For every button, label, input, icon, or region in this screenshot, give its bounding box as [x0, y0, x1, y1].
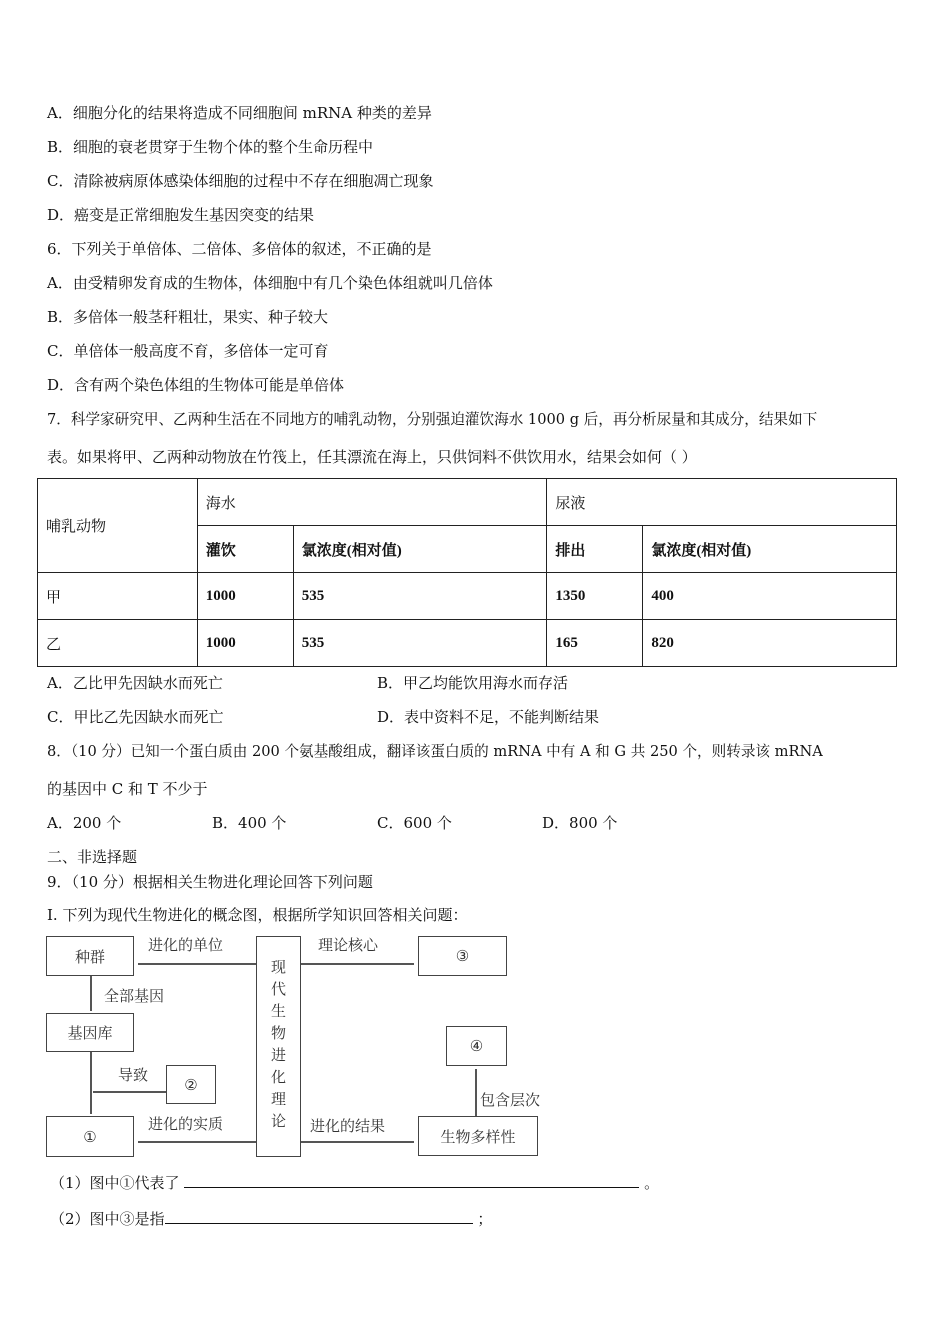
box-center-theory: 现代生物进化理论 [256, 936, 301, 1157]
cell: 1000 [197, 573, 293, 620]
box-biodiversity: 生物多样性 [418, 1116, 538, 1156]
arrow-levels [475, 1069, 477, 1116]
sub2-end: ； [477, 1210, 493, 1228]
label-unit: 进化的单位 [148, 936, 224, 954]
q5-option-a: A．细胞分化的结果将造成不同细胞间 mRNA 种类的差异 [47, 104, 432, 122]
q7-option-d: D．表中资料不足，不能判断结果 [377, 708, 600, 726]
box-2: ② [166, 1065, 216, 1104]
label-cause: 导致 [118, 1066, 149, 1084]
q7-data-table [37, 478, 897, 667]
arrow-cause [93, 1091, 166, 1093]
box-population: 种群 [46, 936, 134, 976]
sub1-end: 。 [644, 1174, 660, 1192]
q7-option-a: A．乙比甲先因缺水而死亡 [47, 674, 223, 692]
q8-option-c: C．600 个 [377, 814, 452, 832]
q6-option-b: B．多倍体一般茎秆粗壮，果实、种子较大 [47, 308, 329, 326]
q9-part1: I. 下列为现代生物进化的概念图，根据所学知识回答相关问题： [47, 906, 468, 924]
cell: 1350 [547, 573, 643, 620]
sub2-text: （2）图中③是指 [50, 1210, 165, 1228]
section-heading: 二、非选择题 [47, 848, 138, 866]
q5-option-c: C．清除被病原体感染体细胞的过程中不存在细胞凋亡现象 [47, 172, 434, 190]
q7-stem-1: 7．科学家研究甲、乙两种生活在不同地方的哺乳动物，分别强迫灌饮海水 1000 g 后，再分析尿量和其成分，结果如下 [47, 411, 818, 428]
header-animal: 哺乳动物 [38, 479, 198, 573]
sub-header: 排出 [547, 526, 643, 573]
cell: 165 [547, 620, 643, 667]
q6-option-d: D．含有两个染色体组的生物体可能是单倍体 [47, 376, 345, 394]
q6-stem: 6．下列关于单倍体、二倍体、多倍体的叙述，不正确的是 [47, 240, 432, 258]
box-4: ④ [446, 1026, 507, 1066]
arrow-core [301, 963, 414, 965]
q8-option-b: B．400 个 [212, 814, 287, 832]
q9-sub1 [50, 1172, 659, 1193]
arrow-unit [138, 963, 256, 965]
sub-header: 氯浓度(相对值) [643, 526, 897, 573]
q7-option-b: B．甲乙均能饮用海水而存活 [377, 674, 569, 692]
q5-option-b: B．细胞的衰老贯穿于生物个体的整个生命历程中 [47, 138, 374, 156]
q5-option-d: D．癌变是正常细胞发生基因突变的结果 [47, 206, 315, 224]
cell: 1000 [197, 620, 293, 667]
label-levels: 包含层次 [480, 1091, 541, 1109]
arrow-essence [138, 1141, 256, 1143]
label-allgenes: 全部基因 [104, 987, 165, 1005]
q6-option-c: C．单倍体一般高度不育，多倍体一定可育 [47, 342, 329, 360]
box-3: ③ [418, 936, 507, 976]
cell: 535 [293, 620, 547, 667]
table-row [38, 573, 897, 620]
q8-stem-2: 的基因中 C 和 T 不少于 [47, 780, 208, 798]
answer-blank-1[interactable] [184, 1173, 639, 1188]
q7-option-c: C．甲比乙先因缺水而死亡 [47, 708, 224, 726]
table-row [38, 620, 897, 667]
label-result: 进化的结果 [310, 1117, 386, 1135]
arrow-allgenes [90, 976, 92, 1011]
answer-blank-2[interactable] [165, 1209, 473, 1224]
cell: 400 [643, 573, 897, 620]
q9-stem: 9．（10 分）根据相关生物进化理论回答下列问题 [47, 873, 373, 891]
sub-header: 灌饮 [197, 526, 293, 573]
q8-option-a: A．200 个 [47, 814, 122, 832]
cell: 820 [643, 620, 897, 667]
box-gene-pool: 基因库 [46, 1013, 134, 1052]
cell: 乙 [38, 620, 198, 667]
arrow-pool-to-1 [90, 1052, 92, 1114]
cell: 535 [293, 573, 547, 620]
label-essence: 进化的实质 [148, 1115, 224, 1133]
header-seawater: 海水 [197, 479, 547, 526]
sub-header: 氯浓度(相对值) [293, 526, 547, 573]
q8-stem-1: 8．（10 分）已知一个蛋白质由 200 个氨基酸组成，翻译该蛋白质的 mRNA 中有 A 和 G 共 250 个，则转录该 mRNA [47, 743, 823, 760]
q7-stem-2: 表。如果将甲、乙两种动物放在竹筏上，任其漂流在海上，只供饲料不供饮用水，结果会如何（ ） [47, 448, 697, 466]
box-1: ① [46, 1116, 134, 1157]
cell: 甲 [38, 573, 198, 620]
arrow-result [301, 1141, 414, 1143]
header-urine: 尿液 [547, 479, 897, 526]
sub1-text: （1）图中①代表了 [50, 1174, 180, 1192]
q8-option-d: D．800 个 [542, 814, 618, 832]
label-core: 理论核心 [318, 936, 379, 954]
q6-option-a: A．由受精卵发育成的生物体，体细胞中有几个染色体组就叫几倍体 [47, 274, 493, 292]
q9-sub2 [50, 1208, 492, 1229]
